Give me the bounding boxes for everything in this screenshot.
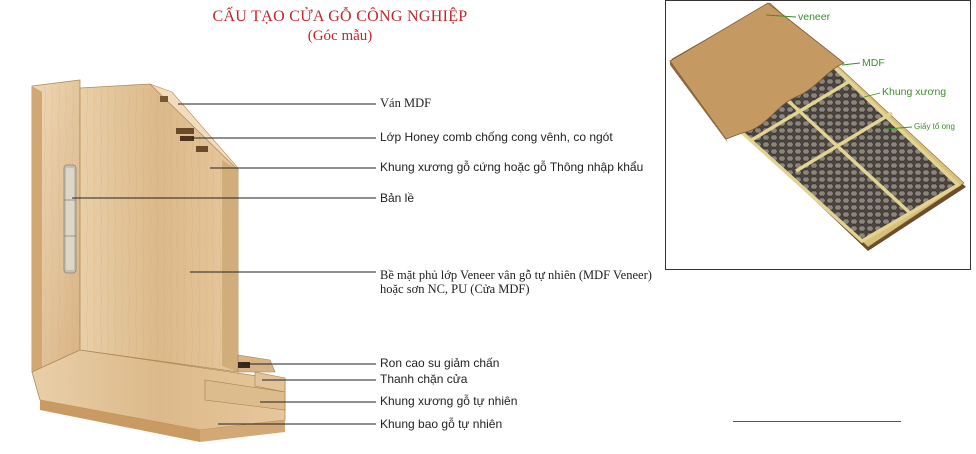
callout-ban-le: Bản lề (380, 191, 415, 205)
inset-label-mdf: MDF (862, 57, 885, 69)
inset-illustration (666, 1, 971, 270)
inset-label-khung-xuong: Khung xương (882, 86, 947, 98)
callout-be-mat-line2: hoặc sơn NC, PU (Cửa MDF) (380, 282, 530, 296)
callout-honeycomb: Lớp Honey comb chống cong vênh, co ngót (380, 130, 613, 144)
callout-be-mat-line1: Bề mặt phủ lớp Veneer vân gỗ tự nhiên (MDF Veneer) (380, 268, 652, 282)
hinge-icon (64, 165, 76, 273)
callout-thanh-chan: Thanh chặn cửa (380, 372, 468, 386)
title-line-2: (Góc mẫu) (307, 28, 373, 44)
callout-van-mdf: Ván MDF (380, 96, 432, 110)
callout-khung-xuong-tn: Khung xương gỗ tự nhiên (380, 394, 518, 408)
inset-label-giay-to-ong: Giấy tổ ong (914, 122, 955, 131)
callout-khung-xuong: Khung xương gỗ cứng hoặc gỗ Thông nhập khẩu (380, 160, 644, 174)
inset-label-veneer: veneer (798, 11, 831, 23)
door-leaf (80, 84, 238, 372)
callout-ron-cao-su: Ron cao su giảm chấn (380, 356, 500, 370)
inset-layer-diagram (665, 0, 971, 270)
divider-line (733, 421, 901, 422)
title-line-1: CẤU TẠO CỬA GỖ CÔNG NGHIỆP (212, 8, 468, 25)
callout-khung-bao: Khung bao gỗ tự nhiên (380, 417, 503, 431)
